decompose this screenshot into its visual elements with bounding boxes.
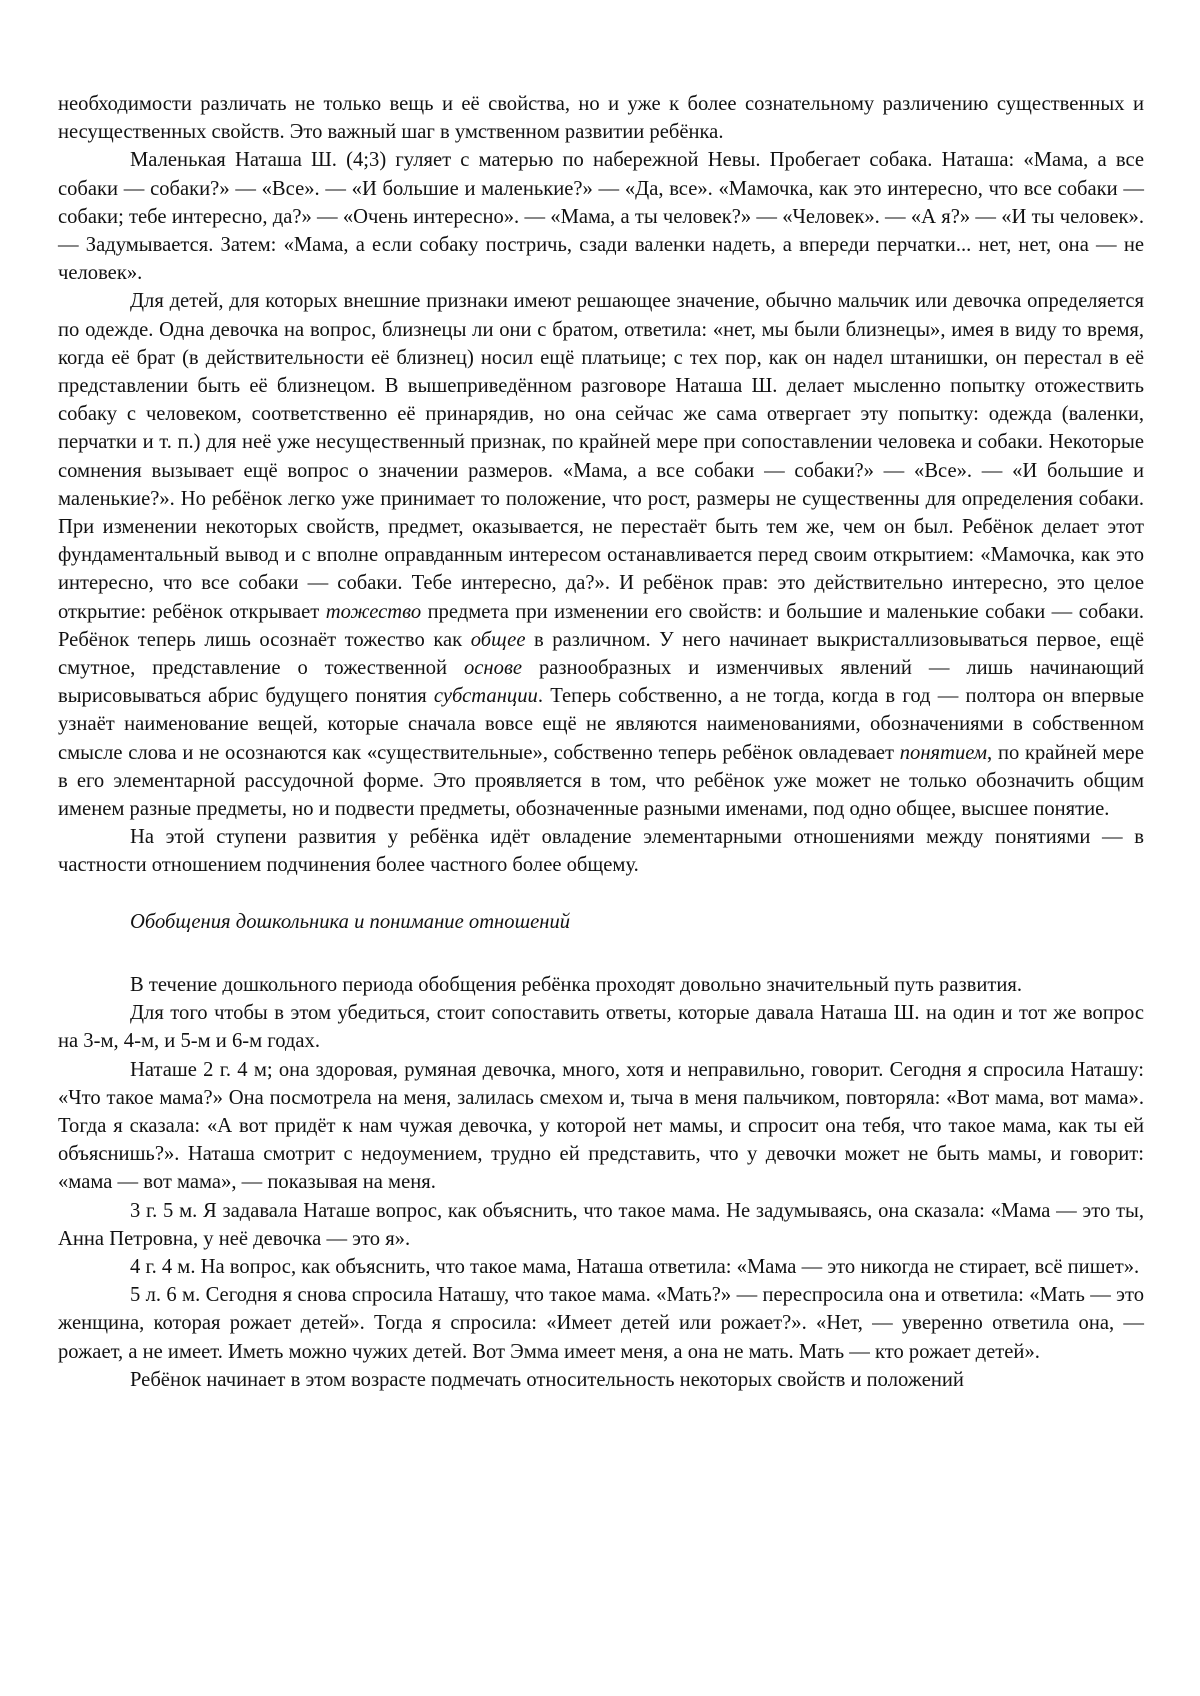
paragraph	[58, 1253, 1144, 1281]
text-run: Для того чтобы в этом убедиться, стоит сопоставить ответы, которые давала Наташа Ш. на один и тот же вопрос на 3-м, 4-м, и 5-м и 6-м годах.	[58, 1002, 1144, 1053]
text-run: Маленькая Наташа Ш. (4;3) гуляет с матерью по набережной Невы. Пробегает собака. Наташа: «Мама, а все собаки — собаки?» — «Все». — «И большие и маленькие?» — «Да, все». «Мамочка, как это интересно, что все собаки — собаки; тебе интересно, да?» — «Очень интересно». — «Мама, а ты человек?» — «Человек». — «А я?» — «И ты человек». — Задумывается. Затем: «Мама, а если собаку постричь, сзади валенки надеть, а впереди перчатки... нет, нет, она — не человек».	[58, 149, 1144, 285]
text-run: 5 л. 6 м. Сегодня я снова спросила Наташу, что такое мама. «Мать?» — переспросила она и ответила: «Мать — это женщина, которая рожает детей». Тогда я спросила: «Имеет детей или рожает?». «Нет, — уверенно ответила она, — рожает, а не имеет. Иметь можно чужих детей. Вот Эмма имеет меня, а она не мать. Мать — кто рожает детей».	[58, 1284, 1144, 1363]
text-run: В течение дошкольного периода обобщения ребёнка проходят довольно значительный путь развития.	[130, 973, 1022, 996]
text-run: Наташе 2 г. 4 м; она здоровая, румяная девочка, много, хотя и неправильно, говорит. Сегодня я спросила Наташу: «Что такое мама?» Она посмотрела на меня, залилась смехом и, тыча в меня пальчиком, повторяла: «Вот мама, вот мама». Тогда я сказала: «А вот придёт к нам чужая девочка, у которой нет мамы, и спросит она тебя, что такое мама, как ты ей объяснишь?». Наташа смотрит с недоумением, трудно ей представить, что у девочки может не быть мамы, и говорит: «мама — вот мама», — показывая на меня.	[58, 1058, 1144, 1194]
emphasis-text: общее	[470, 628, 526, 651]
text-run: , по крайней мере в его элементарной рассудочной форме. Это проявляется в том, что ребёнок уже может не только обозначить общим именем разные предметы, но и подвести предметы, обозначенные разными именами, под одно общее, высшее понятие.	[58, 741, 1144, 821]
paragraph	[58, 1281, 1144, 1366]
paragraph	[58, 1056, 1144, 1197]
text-run: Для детей, для которых внешние признаки имеют решающее значение, обычно мальчик или девочка определяется по одежде. Одна девочка на вопрос, близнецы ли они с братом, ответила: «нет, мы были близнецы», имея в виду то время, когда её брат (в действительности её близнец) носил ещё платьице; с тех пор, как он надел штанишки, он перестал в её представлении быть её близнецом. В вышеприведённом разговоре Наташа Ш. делает мысленно попытку отожествить собаку с человеком, соответственно её принарядив, но она сейчас же сама отвергает эту попытку: одежда (валенки, перчатки и т. п.) для неё уже несущественный признак, по крайней мере при сопоставлении человека и собаки. Некоторые сомнения вызывает ещё вопрос о значении размеров. «Мама, а все собаки — собаки?» — «Все». — «И большие и маленькие?». Но ребёнок легко уже принимает то положение, что рост, размеры не существенны для определения собаки. При изменении некоторых свойств, предмет, оказывается, не перестаёт быть тем же, чем он был. Ребёнок делает этот фундаментальный вывод и с вполне оправданным интересом останавливается перед своим открытием: «Мамочка, как это интересно, что все собаки — собаки. Тебе интересно, да?». И ребёнок прав: это действительно интересно, это целое открытие: ребёнок открывает	[58, 290, 1144, 623]
paragraph	[58, 1366, 1144, 1394]
paragraph	[58, 146, 1144, 287]
document-page	[58, 90, 1144, 1394]
paragraph	[58, 1197, 1144, 1253]
emphasis-text: субстанции	[433, 685, 538, 708]
text-run: Обобщения дошкольника и понимание отношений	[130, 910, 571, 933]
paragraph	[58, 823, 1144, 879]
section-heading	[58, 908, 1144, 936]
paragraph	[58, 999, 1144, 1055]
text-run: в различном. У него начинает выкристаллизовываться первое, ещё смутное, представление о тожественной	[58, 628, 1144, 680]
text-run: необходимости различать не только вещь и её свойства, но и уже к более сознательному различению существенных и несущественных свойств. Это важный шаг в умственном развитии ребёнка.	[58, 93, 1144, 144]
paragraph	[58, 90, 1144, 146]
text-run: разнообразных и изменчивых явлений — лишь начинающий вырисовываться абрис будущего понятия	[58, 657, 1144, 708]
text-run: На этой ступени развития у ребёнка идёт овладение элементарными отношениями между понятиями — в частности отношением подчинения более частного более общему.	[58, 826, 1144, 877]
emphasis-text: основе	[464, 657, 523, 680]
paragraph	[58, 971, 1144, 999]
text-run: предмета при изменении его свойств: и большие и маленькие собаки — собаки. Ребёнок теперь лишь осознаёт тожество как	[58, 600, 1144, 651]
emphasis-text: понятием	[899, 741, 988, 764]
text-run: . Теперь собственно, а не тогда, когда в год — полтора он впервые узнаёт наименование вещей, которые сначала вовсе ещё не являются наименованиями, обозначениями в собственном смысле слова и не осознаются как «существительные», собственно теперь ребёнок овладевает	[58, 685, 1144, 764]
text-run: 4 г. 4 м. На вопрос, как объяснить, что такое мама, Наташа ответила: «Мама — это никогда не стирает, всё пишет».	[130, 1255, 1140, 1278]
paragraph	[58, 287, 1144, 823]
text-run: Ребёнок начинает в этом возрасте подмечать относительность некоторых свойств и положений	[130, 1368, 964, 1391]
emphasis-text: тожество	[325, 600, 422, 623]
text-run: 3 г. 5 м. Я задавала Наташе вопрос, как объяснить, что такое мама. Не задумываясь, она сказала: «Мама — это ты, Анна Петровна, у неё девочка — это я».	[58, 1199, 1144, 1250]
